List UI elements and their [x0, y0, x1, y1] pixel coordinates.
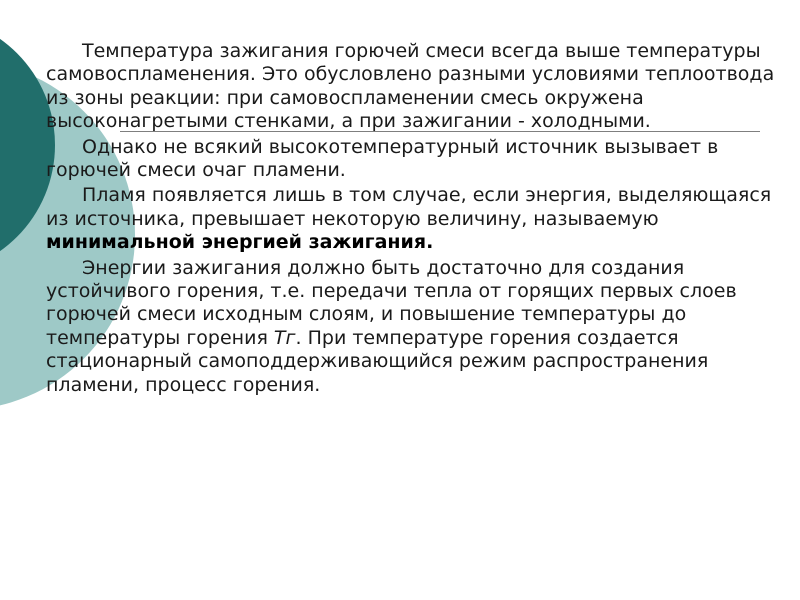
paragraph-2-text: Однако не всякий высокотемпературный источник вызывает в горючей смеси очаг пламени.: [46, 135, 719, 182]
paragraph-4-text-end: . При температуре горения создается стационарный самоподдерживающийся режим распространения пламени, процесс горения.: [46, 326, 709, 396]
combustion-temperature-symbol: Тг: [273, 326, 296, 349]
slide-text-body: [46, 40, 776, 397]
paragraph-heat-source: [46, 136, 776, 183]
paragraph-1-text: Температура зажигания горючей смеси всегда выше температуры самовоспламенения. Это обусловлено разными условиями теплоотвода из зоны реакции: при самовоспламенении смесь окружена высоконагретыми стенками, а при зажигании - холодными.: [46, 40, 775, 133]
paragraph-minimum-energy: [46, 184, 776, 254]
paragraph-ignition-energy: [46, 257, 776, 397]
minimum-ignition-energy-term: минимальной энергией зажигания.: [46, 231, 434, 254]
paragraph-3-text: Пламя появляется лишь в том случае, если энергия, выделяющаяся из источника, превышает некоторую величину, называемую: [46, 184, 772, 230]
paragraph-ignition-temperature: [46, 40, 776, 134]
paragraph-4-text-start: Энергии зажигания должно быть достаточно для создания устойчивого горения, т.е. передачи тепла от горящих первых слоев горючей смеси исходным слоям, и повышение температуры до температуры горения: [46, 256, 737, 349]
